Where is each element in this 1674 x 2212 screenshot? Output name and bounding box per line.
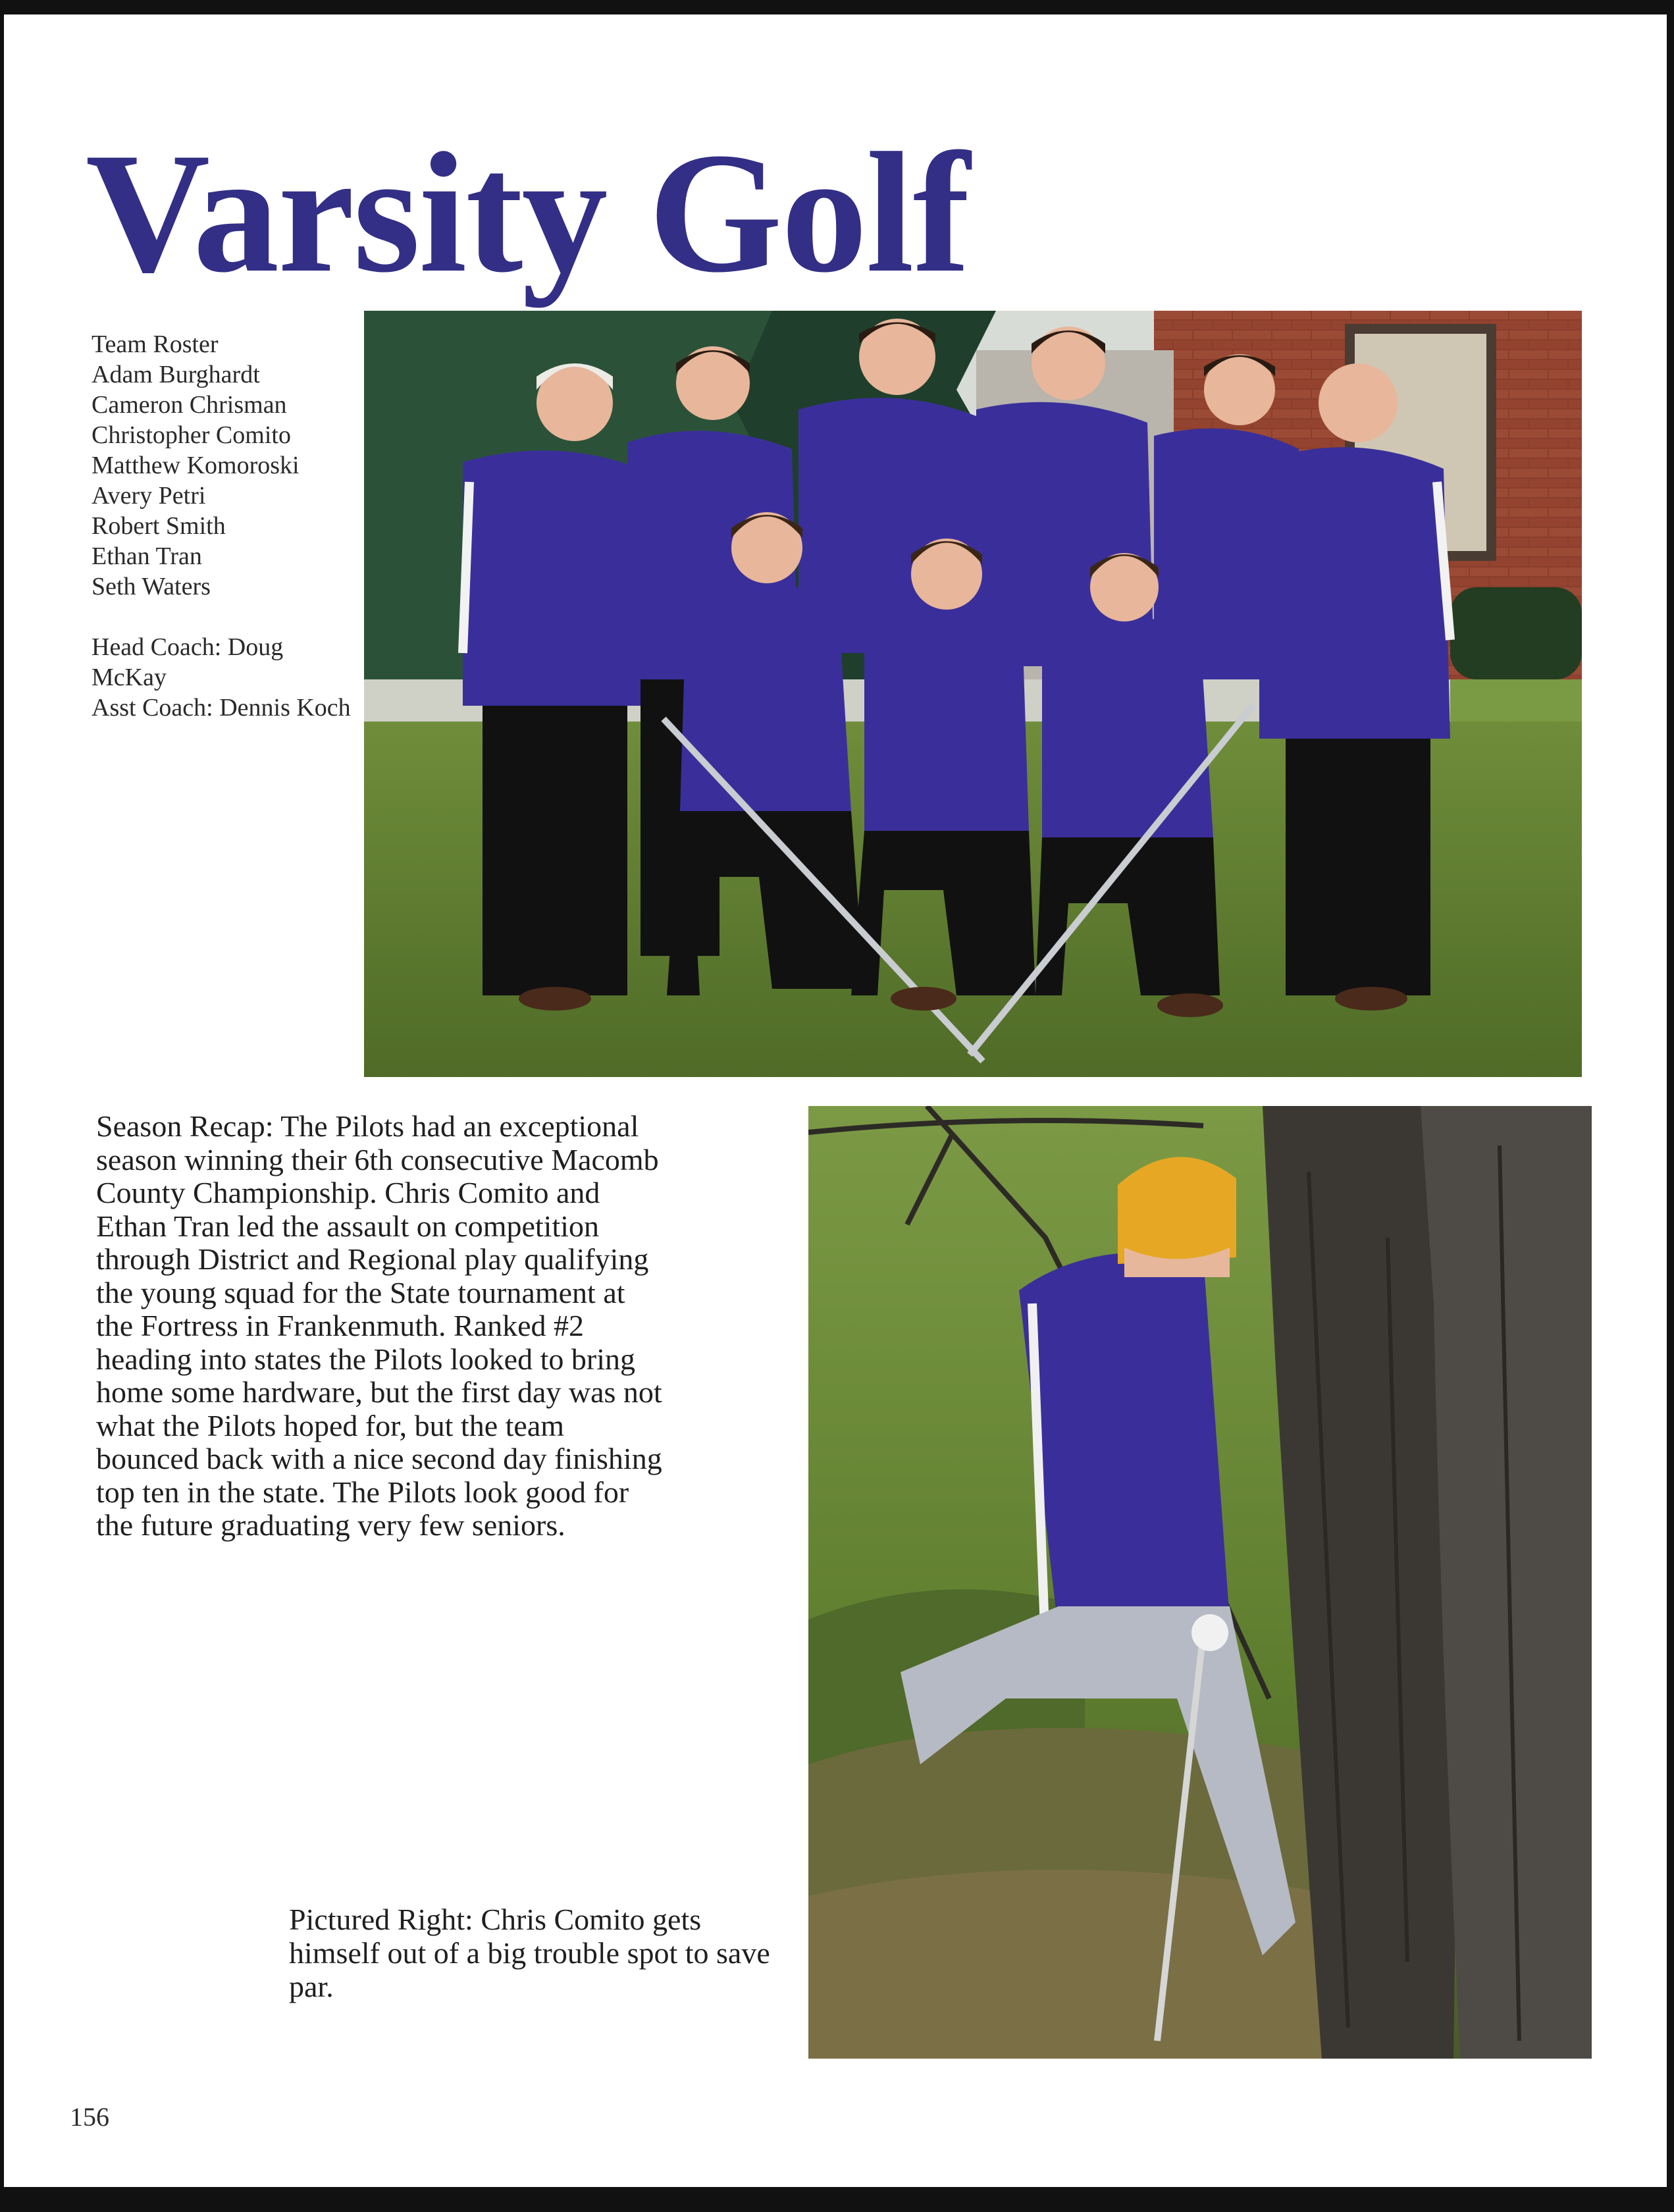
season-recap: Season Recap: The Pilots had an exceptional season winning their 6th consecutive Macomb County Championship. Chris Comito and Ethan Tran led the assault on competition through District and Regional play qualifying the young squad for the State tournament at the Fortress in Frankenmuth. Ranked #2 heading into states the Pilots looked to bring home some hardware, but the first day was not what the Pilots hoped for, but the team bounced back with a nice second day finishing top ten in the state. The Pilots look good for the future graduating very few seniors. [96, 1109, 662, 1542]
roster-player: Christopher Comito [92, 421, 291, 449]
team-roster [92, 329, 355, 723]
page-title: Varsity Golf [86, 117, 969, 308]
action-photo [808, 1106, 1592, 2059]
roster-player: Ethan Tran [92, 542, 202, 570]
roster-player: Adam Burghardt [92, 361, 260, 388]
yearbook-page [4, 14, 1667, 2187]
roster-player: Matthew Komoroski [92, 452, 300, 479]
team-photo [364, 311, 1582, 1077]
roster-heading: Team Roster [92, 330, 219, 358]
coaches [92, 632, 355, 723]
page-number: 156 [70, 2102, 109, 2132]
roster-player: Cameron Chrisman [92, 391, 287, 419]
roster-player: Avery Petri [92, 482, 206, 510]
photo-caption: Pictured Right: Chris Comito gets himself out of a big trouble spot to save par. [289, 1903, 770, 2003]
roster-player: Robert Smith [92, 512, 226, 540]
head-coach: Head Coach: Doug McKay [92, 633, 284, 691]
roster-player: Seth Waters [92, 573, 211, 600]
asst-coach: Asst Coach: Dennis Koch [92, 694, 351, 722]
